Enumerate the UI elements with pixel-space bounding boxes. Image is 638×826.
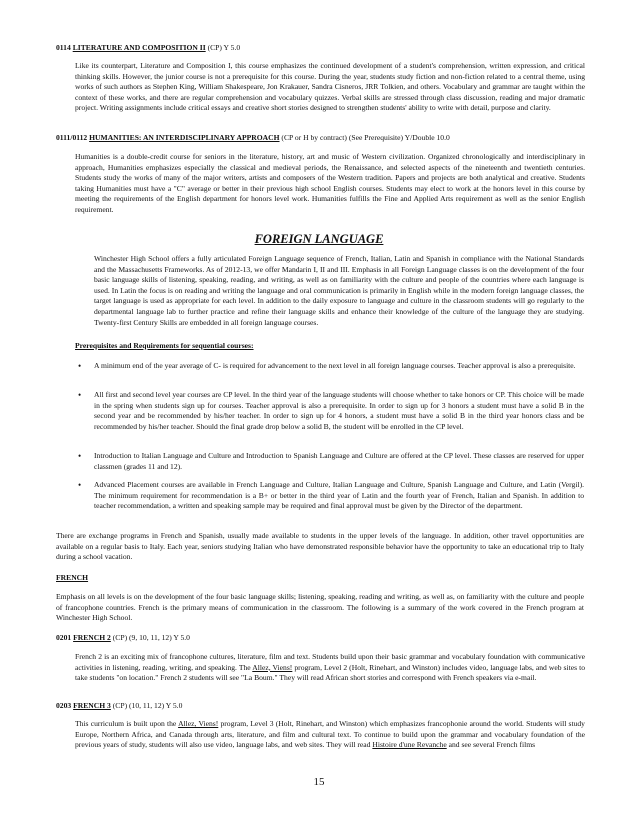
exchange-paragraph: There are exchange programs in French and Spanish, usually made available to students in the upper levels of the language. In addition, other travel opportunities are available on a regular basis to Italy. Each year, seniors studying Italian who have demonstrated responsible behavior have the opportunity to take an educational trip to Italy during a school vacation. <box>56 531 584 562</box>
course-code: 0203 <box>56 701 72 710</box>
course-description: Humanities is a double-credit course for seniors in the literature, history, art and music of Western civilization. Organized chronologically and interdisciplinary in approach, Humanities emphasizes especially the classical and medieval periods, the Renaissance, and selected aspects of the nineteenth and twentieth centuries. Students study the works of many of the major writers, artists and composers of the Western tradition. Papers and projects are both analytical and creative. Students taking Humanities must have a "C" average or better in their previous high school English courses. Students may elect to work at the honors level in this course by meeting the requirements of the English department for honors level work. Humanities fulfills the Fine and Applied Arts requirement as well as the senior English requirement. <box>75 152 585 214</box>
course-description <box>75 652 585 684</box>
course-meta: (CP) (10, 11, 12) Y 5.0 <box>112 701 183 710</box>
prerequisites-heading: Prerequisites and Requirements for sequential courses: <box>75 341 254 350</box>
course-meta: (CP) (9, 10, 11, 12) Y 5.0 <box>112 633 190 642</box>
description-text: program, Level 3 (Holt, Rinehart, and Winston) which emphasizes francophonie around the world. Students will study Europe, Northern Africa, and Canada through arts, literature, and film and cultural text. To continue to build upon the grammar and vocabulary foundation of the previous years of study, students will also use video, language labs, and web sites. They will read <box>75 719 585 750</box>
list-item: All first and second level year courses are CP level. In the third year of the language students will choose whether to take honors or CP. This choice will be made in the spring when students sign up for courses. Teacher approval is also a prerequisite. In order to sign up for 3 honors a student must have a solid B in the second year and be recommended by his/her teacher. In order to sign up for 4 honors, a student must have a solid B in the third year honors class and be recommended by his/her teacher. Should the final grade drop below a solid B, the student will be enrolled in the CP level. <box>94 390 584 431</box>
bullet-icon: • <box>78 480 82 490</box>
list-item: Advanced Placement courses are available in French Language and Culture, Italian Language and Culture, Spanish Language and Culture, and Latin (Vergil). The minimum requirement for recommendation is a B+ or better in the third year of Latin and the fourth year of French, Italian and Spanish. In addition to teacher recommendation, a written and speaking sample may be required and final approval must be given by the Director of the department. <box>94 480 584 511</box>
course-title: FRENCH 2 <box>73 633 111 642</box>
page-number: 15 <box>313 776 325 788</box>
book-title: Histoire d'une Revanche <box>372 740 447 750</box>
course-title-line <box>56 43 596 54</box>
program-title: Allez, Viens! <box>178 719 219 728</box>
course-description <box>75 719 585 751</box>
description-text: This curriculum is built upon the <box>75 719 179 728</box>
course-title-line <box>56 633 596 644</box>
list-item: A minimum end of the year average of C- is required for advancement to the next level in all foreign language courses. Teacher approval is also a prerequisite. <box>94 361 576 370</box>
course-title-line <box>56 133 596 144</box>
course-code: 0114 <box>56 43 71 52</box>
description-text: program, Level 2 (Holt, Rinehart, and Winston) includes video, language labs, and web sites to take students "on location." French 2 students will see "La Boum." They will read African short stories and correspond with French speakers via e-mail. <box>75 662 585 683</box>
course-code: 0111/0112 <box>56 133 88 142</box>
bullet-icon: • <box>78 361 82 371</box>
section-intro: Winchester High School offers a fully articulated Foreign Language sequence of French, Italian, Latin and Spanish in compliance with the National Standards and the Massachusetts Frameworks. As of 2012-13, we offer Mandarin I, II and III. Emphasis in all Foreign Language classes is on the development of the four basic language skills of listening, speaking, reading, and writing, as well as on familiarity with the culture and people of the countries where each language is used. In Latin the focus is on reading and writing the language and oral communication is primarily in English while in the modern foreign language classes, the target language is used as appropriate for each level. In addition to the daily exposure to language and culture in the classroom students will go regularly to the departmental language lab to further practice and refine their language skills and enhance their knowledge of the culture of the language they are studying. Twenty-first Century Skills are embedded in all foreign language courses. <box>94 254 584 327</box>
course-code: 0201 <box>56 633 72 642</box>
section-heading: FOREIGN LANGUAGE <box>254 232 384 246</box>
french-intro: Emphasis on all levels is on the development of the four basic language skills; listening, speaking, reading and writing, as well as, on familiarity with the culture and people of francophone countries. French is the primary means of communication in the classroom. The following is a summary of the work covered in the French program at Winchester High School. <box>56 592 584 623</box>
course-meta: (CP or H by contract) (See Prerequisite) Y/Double 10.0 <box>281 133 450 142</box>
bullet-icon: • <box>78 390 82 400</box>
course-title-line <box>56 701 596 712</box>
course-title: FRENCH 3 <box>73 701 111 710</box>
description-text: French 2 is an exciting mix of francophone cultures, literature, film and text. Students build upon their basic grammar and vocabulary foundation with communicative activities in listening, reading, writing, and speaking. The <box>75 652 585 672</box>
course-title: LITERATURE AND COMPOSITION II <box>72 43 206 52</box>
french-heading: FRENCH <box>56 573 89 582</box>
bullet-icon: • <box>78 451 82 461</box>
list-item: Introduction to Italian Language and Culture and Introduction to Spanish Language and Culture are offered at the CP level. These classes are reserved for upper classmen (grades 11 and 12). <box>94 451 584 471</box>
description-text: and see several French films <box>446 740 536 750</box>
course-description: Like its counterpart, Literature and Composition I, this course emphasizes the continued development of a student's comprehension, written expression, and critical thinking skills. However, the junior course is not a prerequisite for this course. During the year, students study fiction and non-fiction related to a central theme, using works of such authors as Stephen King, William Shakespeare, Jon Krakauer, Sandra Cisneros, JRR Tolkien, and others. Vocabulary and grammar are taught within the context of these works, and there are regular comprehension and vocabulary quizzes. Verbal skills are stressed through class discussion, reading and major dramatic project. Writing assignments include critical essays and creative short stories designed to strengthen students' ability to write with detail, purpose and clarity. <box>75 61 585 113</box>
course-meta: (CP) Y 5.0 <box>207 43 241 52</box>
program-title: Allez, Viens! <box>252 662 293 672</box>
course-title: HUMANITIES: AN INTERDISCIPLINARY APPROACH <box>89 133 280 142</box>
